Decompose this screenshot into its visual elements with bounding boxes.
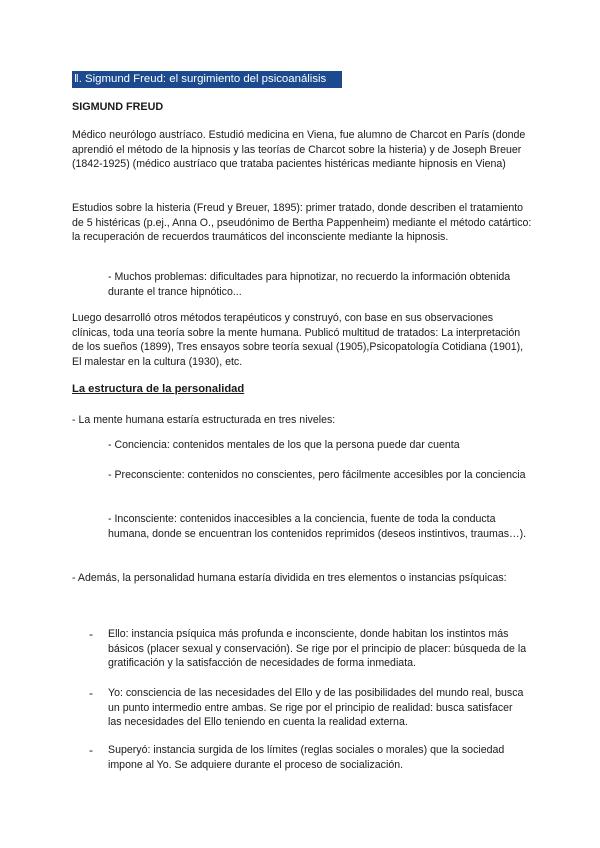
bullet-marker-yo: - [89,686,93,700]
paragraph-studies: Estudios sobre la histeria (Freud y Breuer, 1895): primer tratado, donde describen el tratamiento de 5 histéricas (p.ej., Anna O., pseudónimo de Bertha Pappenheim) mediante el método catártico: la recuperación de recuerdos traumáticos del inconsciente mediante la hipnosis. [72,202,532,244]
bullet-marker-ello: - [89,627,93,641]
document-heading: SIGMUND FREUD [72,101,164,113]
instance-item-superyo: Superyó: instancia surgida de los límites (reglas sociales o morales) que la sociedad impone al Yo. Se adquiere durante el proceso de socialización. [108,744,505,771]
paragraph-bio: Médico neurólogo austríaco. Estudió medicina en Viena, fue alumno de Charcot en París (donde aprendió el método de la hipnosis y las teorías de Charcot sobre la histeria) y de Joseph Breuer (1842-1925) (médico austríaco que trataba pacientes histéricas mediante hipnosis en Viena) [72,129,526,171]
level-item-inconsciente: - Inconsciente: contenidos inaccesibles a la conciencia, fuente de toda la conducta humana, donde se encuentran los contenidos reprimidos (deseos instintivos, traumas…). [108,513,527,540]
levels-intro: - La mente humana estaría estructurada en tres niveles: [72,414,336,426]
paragraph-methods: Luego desarrolló otros métodos terapéuticos y construyó, con base en sus observaciones clínicas, toda una teoría sobre la mente humana. Publicó multitud de tratados: La interpretación de los sueños (1899), Tres ensayos sobre teoría sexual (1905),Psicopatología Cotidiana (1901), El malestar en la cultura (1930), etc. [72,312,524,368]
selected-section-title[interactable]: ‖. Sigmund Freud: el surgimiento del psicoanálisis [72,71,342,88]
level-item-preconsciente: - Preconsciente: contenidos no conscientes, pero fácilmente accesibles por la conciencia [108,469,526,481]
instance-item-yo: Yo: consciencia de las necesidades del Ello y de las posibilidades del mundo real, busca un punto intermedio entre ambas. Se rige por el principio de realidad: busca satisfacer las necesidades del Ello teniendo en cuenta la realidad externa. [108,687,524,729]
instance-item-ello: Ello: instancia psíquica más profunda e inconsciente, donde habitan los instintos más básicos (placer sexual y conservación). Se rige por el principio de placer: búsqueda de la gratificación y la satisfacción de necesidades de forma inmediata. [108,628,527,670]
section-title-personality: La estructura de la personalidad [72,383,245,395]
instances-intro: - Además, la personalidad humana estaría dividida en tres elementos o instancias psíquicas: [72,572,507,584]
paragraph-problems: - Muchos problemas: dificultades para hipnotizar, no recuerdo la información obtenida durante el trance hipnótico... [108,271,511,298]
level-item-conciencia: - Conciencia: contenidos mentales de los que la persona puede dar cuenta [108,439,460,451]
bullet-marker-superyo: - [89,743,93,757]
